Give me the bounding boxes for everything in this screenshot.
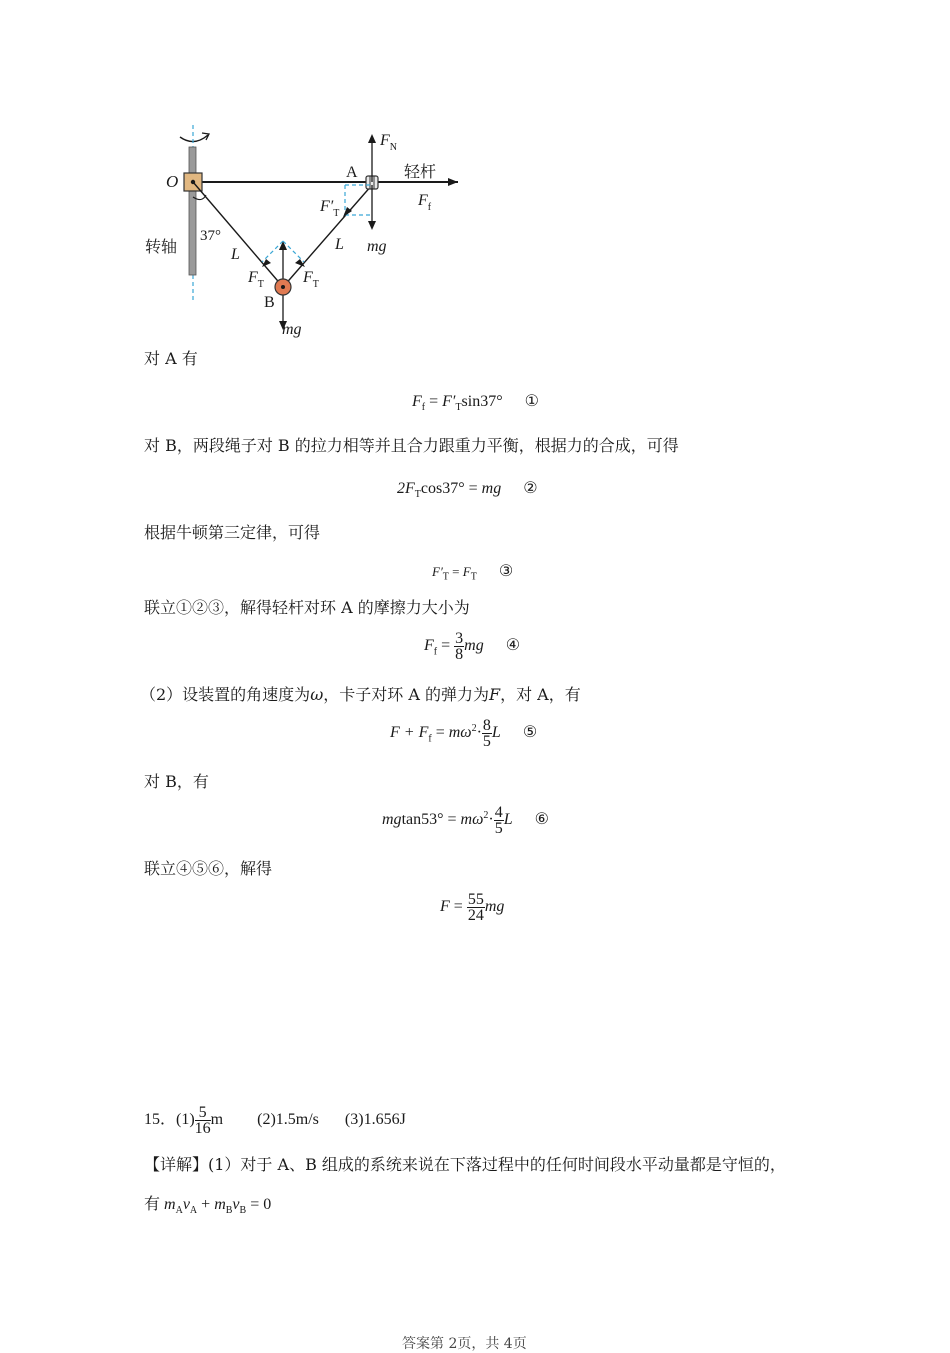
equation-number: ⑤ bbox=[522, 724, 538, 742]
equation-number: ③ bbox=[498, 563, 514, 580]
page-footer: 答案第 2页，共 4页 bbox=[402, 1336, 527, 1352]
label-A: A bbox=[346, 164, 358, 181]
label-FT-left: $F_T$ bbox=[248, 269, 264, 290]
text-line: 对 B，两段绳子对 B 的拉力相等并且合力跟重力平衡，根据力的合成，可得 bbox=[144, 436, 679, 455]
equation-3: $F'_T = F_T$ ③ bbox=[432, 563, 514, 583]
equation-7: F = $\frac{55}{24}$ mg bbox=[440, 891, 505, 924]
label-angle: 37° bbox=[200, 228, 221, 244]
text-line: 联立①②③，解得轻杆对环 A 的摩擦力大小为 bbox=[144, 598, 470, 617]
label-O: O bbox=[166, 172, 179, 191]
equation-number: ① bbox=[524, 393, 539, 410]
rotation-axis bbox=[189, 147, 196, 275]
label-FT-right: $F_T$ bbox=[303, 269, 319, 290]
label-mg-B: mg bbox=[282, 321, 302, 338]
momentum-equation: 有 $m_Av_A + m_Bv_B = 0$ bbox=[144, 1196, 272, 1217]
equation-2: $2F_T\cos 37^\circ$ = mg ② bbox=[397, 480, 538, 501]
force-diagram bbox=[140, 125, 480, 340]
text-line: 对 B，有 bbox=[144, 772, 209, 791]
text-line: 联立④⑤⑥，解得 bbox=[144, 859, 273, 878]
text-line: （2）设装置的角速度为ω，卡子对环 A 的弹力为F，对 A，有 bbox=[140, 685, 581, 704]
equation-5: $F + F_f = m\omega^2\cdot$ $\frac{8}{5}$ L ⑤ bbox=[390, 717, 538, 750]
label-mg-A: mg bbox=[367, 238, 387, 255]
label-L-left: L bbox=[231, 246, 240, 263]
label-Ff: $F_f$ bbox=[418, 192, 432, 213]
label-L-right: L bbox=[335, 236, 344, 253]
text-line: 根据牛顿第三定律，可得 bbox=[144, 523, 321, 542]
text-line: 对 A 有 bbox=[144, 349, 198, 368]
equation-number: ④ bbox=[505, 637, 521, 655]
equation-number: ⑥ bbox=[534, 811, 549, 829]
label-B: B bbox=[264, 294, 275, 311]
q15-answers: 15．(1) $\frac{5}{16}$ m (2)1.5m/s (3)1.656J bbox=[144, 1104, 406, 1137]
equation-number: ② bbox=[523, 480, 538, 497]
label-axis: 转轴 bbox=[145, 237, 178, 256]
label-rod: 轻杆 bbox=[404, 162, 437, 181]
label-FN: $F_N$ bbox=[380, 132, 398, 153]
text-line: 【详解】(1）对于 A、B 组成的系统来说在下落过程中的任何时间段水平动量都是守恒的， bbox=[144, 1155, 786, 1174]
equation-4: $F_f$ = $\frac{3}{8}$ mg ④ bbox=[424, 630, 521, 663]
label-FT-prime: $F'_T$ bbox=[320, 198, 340, 219]
equation-1: $F_f = F'_T\sin 37^\circ$ ① bbox=[412, 393, 539, 414]
equation-6: $mgtan53^\circ = m\omega^2\cdot$ $\frac{4}{5}$ L ⑥ bbox=[382, 804, 549, 837]
rotation-arrow-icon bbox=[180, 135, 208, 142]
